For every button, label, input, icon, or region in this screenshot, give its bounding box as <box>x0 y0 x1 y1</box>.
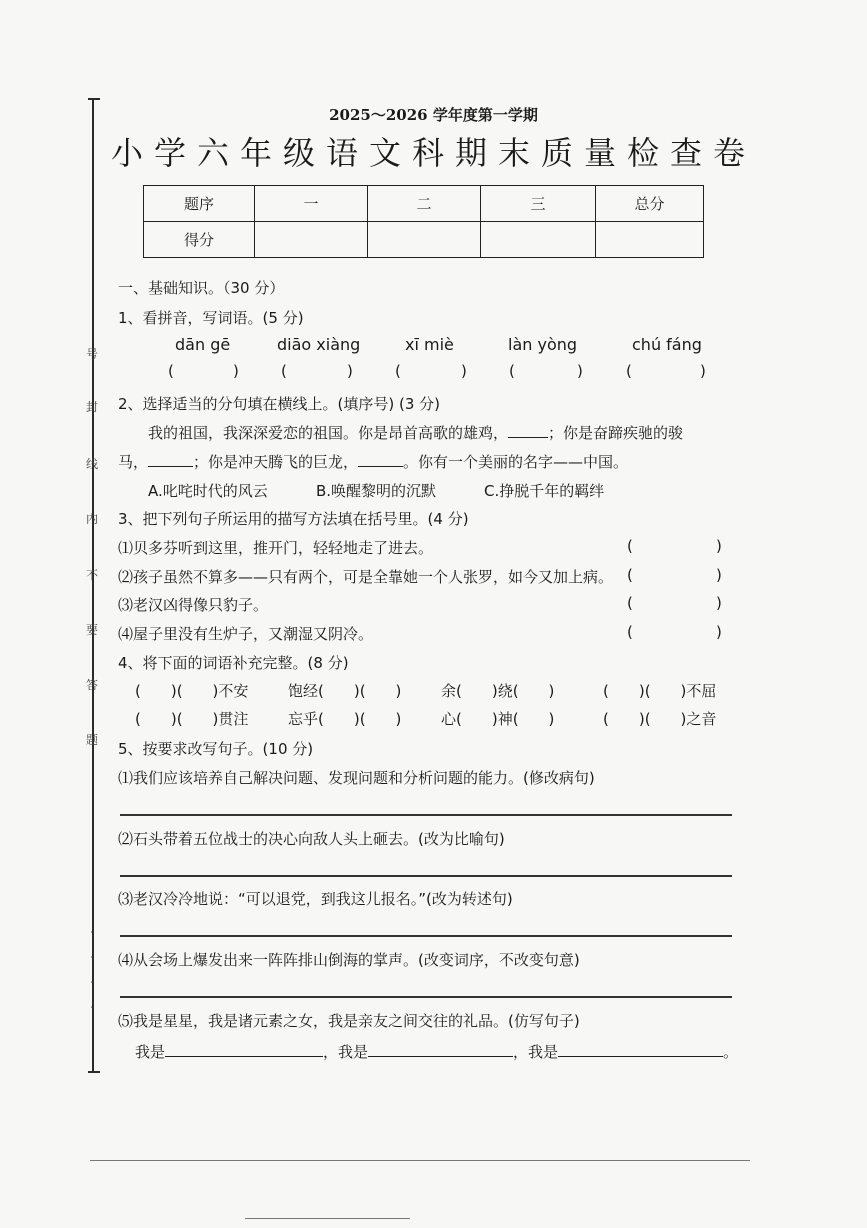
question-title: 3、把下列句子所运用的描写方法填在括号里。(4 分) <box>118 510 469 528</box>
answer-paren-close: ) <box>577 362 583 380</box>
question-title: 4、将下面的词语补充完整。(8 分) <box>118 654 349 672</box>
imitation-text: 。 <box>723 1043 739 1061</box>
score-table-header-cell: 三 <box>481 186 596 222</box>
answer-paren-open: ( <box>626 362 632 380</box>
idiom-item: ( )( )贯注 <box>135 710 249 728</box>
answer-line[interactable] <box>120 996 732 998</box>
score-table-header-cell: 一 <box>255 186 368 222</box>
option-c: C.挣脱千年的羁绊 <box>484 482 605 500</box>
question-title: 2、选择适当的分句填在横线上。(填序号) (3 分) <box>118 395 441 413</box>
binding-margin-tick-bottom <box>88 1071 100 1073</box>
rewrite-item: ⑸我是星星，我是诸元素之女，我是亲友之间交往的礼品。(仿写句子) <box>118 1012 580 1030</box>
margin-dot: · <box>90 950 95 966</box>
fill-blank[interactable] <box>368 1042 513 1057</box>
margin-dot: · <box>90 1000 95 1016</box>
answer-paren-close: ) <box>347 362 353 380</box>
idiom-item: ( )( )之音 <box>603 710 717 728</box>
imitation-text: ，我是 <box>513 1043 559 1061</box>
answer-paren-open: ( <box>168 362 174 380</box>
imitation-line <box>135 1041 738 1062</box>
pinyin-item: diāo xiàng <box>277 335 361 354</box>
idiom-item: ( )( )不屈 <box>603 682 717 700</box>
question-title: 5、按要求改写句子。(10 分) <box>118 740 314 758</box>
option-a: A.叱咤时代的风云 <box>148 482 268 500</box>
score-table-header-cell: 二 <box>368 186 481 222</box>
answer-paren-close: ) <box>700 362 706 380</box>
sentence-item: ⑴贝多芬听到这里，推开门，轻轻地走了进去。 <box>118 539 434 557</box>
answer-paren-open: ( <box>627 594 633 612</box>
margin-char: 内 <box>86 512 99 526</box>
answer-paren-close: ) <box>233 362 239 380</box>
rewrite-item: ⑵石头带着五位战士的决心向敌人头上砸去。(改为比喻句) <box>118 830 505 848</box>
paragraph-text: ；你是奋蹄疾驰的骏 <box>548 424 684 442</box>
answer-line[interactable] <box>120 935 732 937</box>
exam-title: 小学六年级语文科期末质量检查卷 <box>110 134 756 172</box>
sentence-item: ⑵孩子虽然不算多——只有两个，可是全靠她一个人张罗，如今又加上病。 <box>118 568 614 586</box>
section-title: 一、基础知识。（30 分） <box>118 279 285 297</box>
idiom-item: 忘乎( )( ) <box>288 710 402 728</box>
answer-paren-close: ) <box>716 594 722 612</box>
score-cell[interactable] <box>596 222 704 258</box>
margin-dot: · <box>90 925 95 941</box>
answer-line[interactable] <box>120 875 732 877</box>
score-cell[interactable] <box>481 222 596 258</box>
question-title: 1、看拼音，写词语。(5 分) <box>118 309 304 327</box>
imitation-text: ，我是 <box>323 1043 369 1061</box>
answer-paren-open: ( <box>627 623 633 641</box>
answer-paren-open: ( <box>509 362 515 380</box>
footer-divider-short <box>245 1218 410 1219</box>
paragraph-text: 马， <box>118 453 149 471</box>
margin-char: 线 <box>86 457 99 471</box>
fill-blank[interactable] <box>508 423 548 438</box>
answer-paren-close: ) <box>716 537 722 555</box>
answer-paren-open: ( <box>395 362 401 380</box>
pinyin-item: chú fáng <box>632 335 702 354</box>
rewrite-item: ⑷从会场上爆发出来一阵阵排山倒海的掌声。(改变词序，不改变句意) <box>118 951 580 969</box>
idiom-item: 余( )绕( ) <box>441 682 555 700</box>
idiom-item: 心( )神( ) <box>441 710 555 728</box>
footer-divider <box>90 1160 750 1161</box>
fill-blank[interactable] <box>148 452 193 467</box>
rewrite-item: ⑶老汉冷冷地说：“可以退党，到我这儿报名。”(改为转述句) <box>118 890 513 908</box>
score-table-header-cell: 题序 <box>144 186 255 222</box>
rewrite-item: ⑴我们应该培养自己解决问题、发现问题和分析问题的能力。(修改病句) <box>118 769 595 787</box>
answer-paren-close: ) <box>716 566 722 584</box>
option-b: B.唤醒黎明的沉默 <box>316 482 437 500</box>
answer-paren-open: ( <box>627 537 633 555</box>
exam-year-subtitle: 2025～2026 学年度第一学期 <box>329 106 538 124</box>
margin-char: 题 <box>86 733 99 747</box>
fill-blank[interactable] <box>165 1042 323 1057</box>
margin-char: 封 <box>86 400 99 414</box>
score-table-header-cell: 总分 <box>596 186 704 222</box>
answer-paren-open: ( <box>281 362 287 380</box>
paragraph-text: 。你有一个美丽的名字——中国。 <box>403 453 629 471</box>
fill-blank[interactable] <box>358 452 403 467</box>
paragraph-text: 我的祖国，我深深爱恋的祖国。你是昂首高歌的雄鸡， <box>148 424 509 442</box>
answer-paren-close: ) <box>461 362 467 380</box>
idiom-item: ( )( )不安 <box>135 682 249 700</box>
score-table <box>143 185 704 258</box>
fill-blank[interactable] <box>558 1042 723 1057</box>
margin-char: 号 <box>86 347 99 361</box>
sentence-item: ⑷屋子里没有生炉子，又潮湿又阴冷。 <box>118 625 374 643</box>
margin-dot: · <box>90 975 95 991</box>
margin-char: 不 <box>86 568 99 582</box>
binding-margin-tick-top <box>88 98 100 100</box>
question-paragraph <box>148 422 683 443</box>
margin-char: 答 <box>86 678 99 692</box>
answer-paren-open: ( <box>627 566 633 584</box>
idiom-item: 饱经( )( ) <box>288 682 402 700</box>
paragraph-text: ；你是冲天腾飞的巨龙， <box>193 453 359 471</box>
imitation-text: 我是 <box>135 1043 166 1061</box>
answer-line[interactable] <box>120 814 732 816</box>
pinyin-item: làn yòng <box>508 335 578 354</box>
score-cell[interactable] <box>255 222 368 258</box>
sentence-item: ⑶老汉凶得像只豹子。 <box>118 596 269 614</box>
question-paragraph <box>118 451 628 472</box>
margin-char: 要 <box>86 623 99 637</box>
score-table-row-label: 得分 <box>144 222 255 258</box>
answer-paren-close: ) <box>716 623 722 641</box>
score-cell[interactable] <box>368 222 481 258</box>
pinyin-item: xī miè <box>405 335 454 354</box>
pinyin-item: dān gē <box>175 335 231 354</box>
